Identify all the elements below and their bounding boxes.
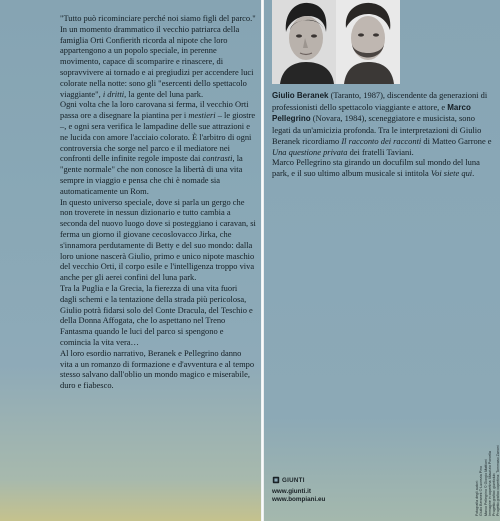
credit-line: Immagine in copertina: Maurizio Porcella <box>487 451 492 516</box>
credit-line: Progetto grafico copertina: Tommaso Zanoni <box>496 445 501 516</box>
publisher-url[interactable]: www.giunti.it <box>272 488 311 495</box>
publisher-logo: GIUNTI <box>272 476 325 484</box>
credit-line: Progetto grafico: giunticlub <box>492 473 497 516</box>
synopsis-text <box>60 13 256 391</box>
publisher-block <box>272 476 325 503</box>
photo-credits <box>475 410 501 516</box>
right-flap <box>264 0 500 521</box>
author-name: Marco Pellegrino <box>272 102 471 124</box>
authors-bio: Giulio Beranek (Taranto, 1987), discendente da generazioni di professionisti dello spettacolo viaggiante e attore, e Marco Pellegrino (Novara, 1984), sceneggiatore e musicista, sono legati da un'amicizia profonda. Tra le interpretazioni di Giulio Beranek ricordiamo Il racconto dei racconti di Matteo Garrone e Una questione privata dei fratelli Taviani. Marco Pellegrino sta girando un docufilm sul mondo del luna park, e il suo ultimo album musicale si intitola Voi siete qui. <box>272 90 492 178</box>
synopsis-paragraph: Al loro esordio narrativo, Beranek e Pellegrino danno vita a un romanzo di formazione e d'avventura e al tempo stesso salvano dall'oblio un mondo magico e miserabile, duro e fiabesco. <box>60 347 255 391</box>
synopsis-paragraph: Tra la Puglia e la Grecia, la fierezza di una vita fuori dagli schemi e la tentazione della strada più pericolosa, Giulio potrà fidarsi solo del Conte Dracula, del Teschio e della Donna Affogata, che lo aspettano nel Treno Fantasma quando le luci del parco si spengono e comincia la vita vera… <box>60 282 253 347</box>
authors-photo <box>272 0 400 84</box>
credit-line: Giulio Beranek © Lucrezia Pino <box>479 466 484 516</box>
synopsis-paragraph: In questo universo speciale, dove si parla un gergo che non troverete in nessun dizionario e tutto cambia a seconda del nuovo luogo dove si posteggiano i caravan, si ferma un giorno il giovane cecoslovacco Jirka, che s'innamora perdutamente di Betty e del suo mondo: dalla loro unione nascerà Giulio, primo e unico nipote maschio del vecchio Orti, il corpo esile e l'intelligenza troppo viva anche per gli aerei confini del luna park. <box>60 196 256 283</box>
author-name: Giulio Beranek <box>272 91 329 100</box>
credit-line: Fotografia degli autori: <box>475 480 479 516</box>
synopsis-paragraph: Ogni volta che la loro carovana si ferma, il vecchio Orti passa ore a disegnare la piantina per i mestieri – le giostre –, e ogni sera verifica le lampadine delle sue attrazioni e ne lucida con amore l'acciaio colorato. È l'arbitro di ogni controversia che sorge nel parco e il mediatore nei confronti delle infinite regole imposte dai contrasti, la "gente normale" che non conosce la libertà di una vita sempre in viaggio e pensa che chi è nomade sia automaticamente un Rom. <box>60 99 256 196</box>
synopsis-paragraph: "Tutto può ricominciare perché noi siamo figli del parco." In un momento drammatico il vecchio patriarca della famiglia Orti Confierith ricorda al nipote che loro appartengono a un popolo speciale, in perenne movimento, capace di scomparire e rinascere, di sopravvivere ai tornado e ai pregiudizi per accendere luci colorate nella notte: sono gli "esercenti dello spettacolo viaggiante", i dritti, la gente del luna park. <box>60 13 256 99</box>
giunti-logo-icon <box>272 476 280 484</box>
publisher-url[interactable]: www.bompiani.eu <box>272 495 326 503</box>
credit-line: Marco Pellegrino © Giorgio Mattioni <box>483 459 488 516</box>
